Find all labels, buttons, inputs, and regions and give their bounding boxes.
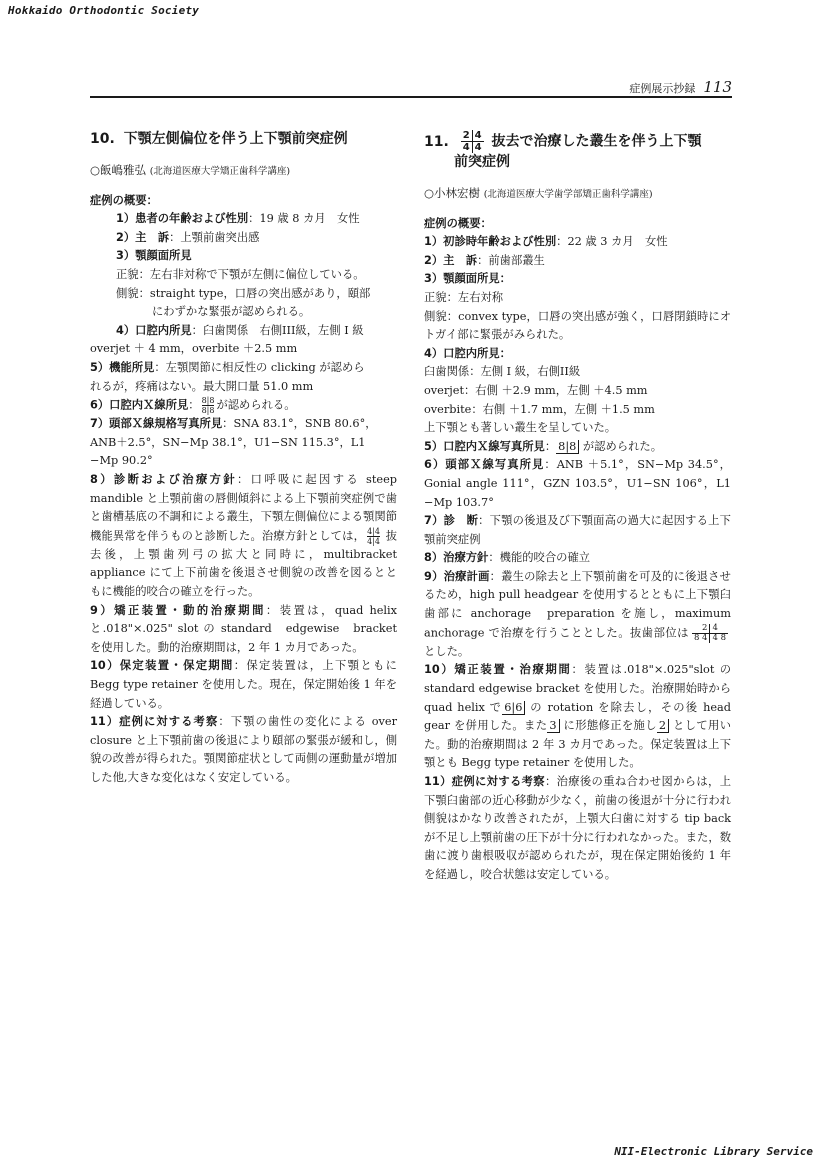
author-name: ○飯嶋雅弘 <box>90 163 147 177</box>
item-7-c: −Mp 90.2° <box>90 454 153 468</box>
item-11: 11）症例に対する考察：治療後の重ね合わせ図からは，上下顎臼歯部の近心移動が少なく，前歯の後退が十分に行われ側貌はかなり改善されたが，上顎大臼歯に対する tip back が不足し上顎前歯の圧下が十分に行われなかった。また，数歯に渡り歯根吸収が認められたが，現在保定開始後約 1 年を経過し，咬合状態は安定している。 <box>424 774 731 881</box>
item-10: 10）矯正装置・治療期間：装置は.018"×.025"slot の standard edgewise bracket を使用した。治療開始時から quad helix で 6|6 の rotation を除去し，その後 head gear を併用した。また 3 に形態修正を施し 2 として用いた。動的治療期間は 2 年 3 カ月であった。保定装置は上下顎とも Begg type retainer を使用した。 <box>424 663 732 770</box>
article-10 <box>90 130 397 788</box>
item-3-b: 側貌：convex type，口唇の突出感が強く，口唇閉鎖時にオトガイ部に緊張がみられた。 <box>424 309 731 342</box>
author-name: ○小林宏樹 <box>424 186 481 200</box>
article-number: 11. <box>424 133 449 150</box>
tooth-notation: 2 <box>657 719 669 733</box>
item-5: 5）機能所見：左顎関節に相反性の clicking が認めら <box>90 360 365 374</box>
item-6: 6）頭部Ｘ線写真所見：ANB ＋5.1°，SN−Mp 34.5°，Gonial angle 111°，GZN 103.5°，U1−SN 106°，L1 −Mp 103.7° <box>424 458 731 509</box>
item-7: 7）頭部Ｘ線規格写真所見：SNA 83.1°，SNB 80.6°， <box>90 417 377 431</box>
item-5: 5）口腔内Ｘ線写真所見： 8|8 が認められた。 <box>424 439 663 453</box>
running-head <box>629 78 732 96</box>
tooth-notation: 2 4 4 4 <box>462 130 482 153</box>
item-10: 10）保定装置・保定期間：保定装置は，上下顎ともに Begg type retainer を使用した。現在，保定開始後 1 年を経過している。 <box>90 659 397 710</box>
item-5-b: れるが，疼痛はない。最大開口量 51.0 mm <box>90 379 314 393</box>
article-11 <box>424 130 731 884</box>
tooth-notation: 3 <box>547 719 559 733</box>
tooth-notation: 2 4 8 4 4 8 <box>693 622 726 643</box>
item-4-d: 上下顎とも著しい叢生を呈していた。 <box>424 421 617 435</box>
page-number: 113 <box>703 78 732 96</box>
header-rule <box>90 96 732 98</box>
article-title <box>90 130 397 149</box>
item-4: 4）口腔内所見： <box>424 346 511 360</box>
tooth-notation: $\frac{4|4}{4|4}$ <box>367 526 380 546</box>
item-4-a: 臼歯関係：左側 I 級，右側II級 <box>424 365 581 379</box>
article-number: 10. <box>90 131 115 147</box>
item-9: 9）治療計画：叢生の除去と上下顎前歯を可及的に後退させるため，high pull headgear を使用するとともに上下顎臼歯部に anchorage preparation を施し，maximum anchorage で治療を行うこととした。抜歯部位は 2 4 8 4 4 8 とした。 <box>424 569 731 658</box>
author-line <box>90 161 397 182</box>
summary-heading: 症例の概要： <box>424 216 492 230</box>
footer-service: NII-Electronic Library Service <box>614 1145 813 1158</box>
item-2: 2）主 訴：前歯部叢生 <box>424 253 545 267</box>
item-4-c: overbite：右側 ＋1.7 mm，左側 ＋1.5 mm <box>424 402 655 416</box>
tooth-notation: 6|6 <box>502 701 525 715</box>
society-watermark: Hokkaido Orthodontic Society <box>8 4 200 17</box>
item-3-a: 正貌：左右対称 <box>424 290 504 304</box>
item-9: 9）矯正装置・動的治療期間：装置は，quad helix と.018"×.025" slot の standard edgewise bracket を使用した。動的治療期間は，2 年 1 カ月であった。 <box>90 603 397 654</box>
author-affiliation: (北海道医療大学矯正歯科学講座) <box>149 166 291 177</box>
item-3-b: 側貌：straight type，口唇の突出感があり，頤部 <box>116 286 371 300</box>
item-1: 1）患者の年齢および性別：19 歳 8 カ月 女性 <box>116 212 360 226</box>
item-3-c: にわずかな緊張が認められる。 <box>152 305 311 319</box>
item-7-b: ANB＋2.5°，SN−Mp 38.1°，U1−SN 115.3°，L1 <box>90 435 366 449</box>
summary-heading: 症例の概要： <box>90 193 158 207</box>
item-3: 3）顎顔面所見 <box>116 249 192 263</box>
item-2: 2）主 訴：上顎前歯突出感 <box>116 230 260 244</box>
article-title <box>424 130 731 172</box>
author-line <box>424 184 731 205</box>
section-label: 症例展示抄録 <box>629 82 696 95</box>
item-4-b: overjet：右側 ＋2.9 mm，左側 ＋4.5 mm <box>424 383 648 397</box>
item-7: 7）診 断：下顎の後退及び下顎面高の過大に起因する上下顎前突症例 <box>424 514 731 546</box>
author-affiliation: (北海道医療大学歯学部矯正歯科学講座) <box>483 189 653 200</box>
item-8: 8）治療方針：機能的咬合の確立 <box>424 551 591 565</box>
tooth-notation: 8|8 <box>556 440 579 454</box>
item-1: 1）初診時年齢および性別：22 歳 3 カ月 女性 <box>424 235 668 249</box>
item-11: 11）症例に対する考察：下顎の歯性の変化による over closure と上下顎前歯の後退により頤部の緊張が緩和し，側貌の改善が得られた。顎関節症状として両側の運動量が増加した他,大きな変化はなく安定している。 <box>90 715 397 784</box>
item-8: 8）診断および治療方針：口呼吸に起因する steep mandible と上顎前歯の唇側傾斜による上下顎前突症例で歯と歯槽基底の不調和による叢生，下顎左側偏位による顎関節機能異常を伴うものと診断した。治療方針としては， $\frac{4|4}{4|4}$ 抜去後，上顎歯列弓の拡大と同時に，multibracket appliance にて上下前歯を後退させ側貌の改善を図るとともに機能的咬合の確立を行った。 <box>90 473 397 599</box>
item-4-b: overjet ＋ 4 mm，overbite ＋2.5 mm <box>90 342 298 356</box>
article-title-text: 抜去で治療した叢生を伴う上下顎 <box>491 133 702 150</box>
item-3-a: 正貌：左右非対称で下顎が左側に偏位している。 <box>116 267 365 281</box>
item-3: 3）顎顔面所見： <box>424 272 511 286</box>
tooth-notation: $\frac{8|8}{8|8}$ <box>201 396 215 416</box>
item-4: 4）口腔内所見：臼歯関係 右側III級，左側 I 級 <box>116 323 364 337</box>
article-title-text-2: 前突症例 <box>454 154 510 170</box>
item-6: 6）口腔内Ｘ線所見： $\frac{8|8}{8|8}$ が認められる。 <box>90 396 296 416</box>
article-title-text: 下顎左側偏位を伴う上下顎前突症例 <box>123 131 348 147</box>
